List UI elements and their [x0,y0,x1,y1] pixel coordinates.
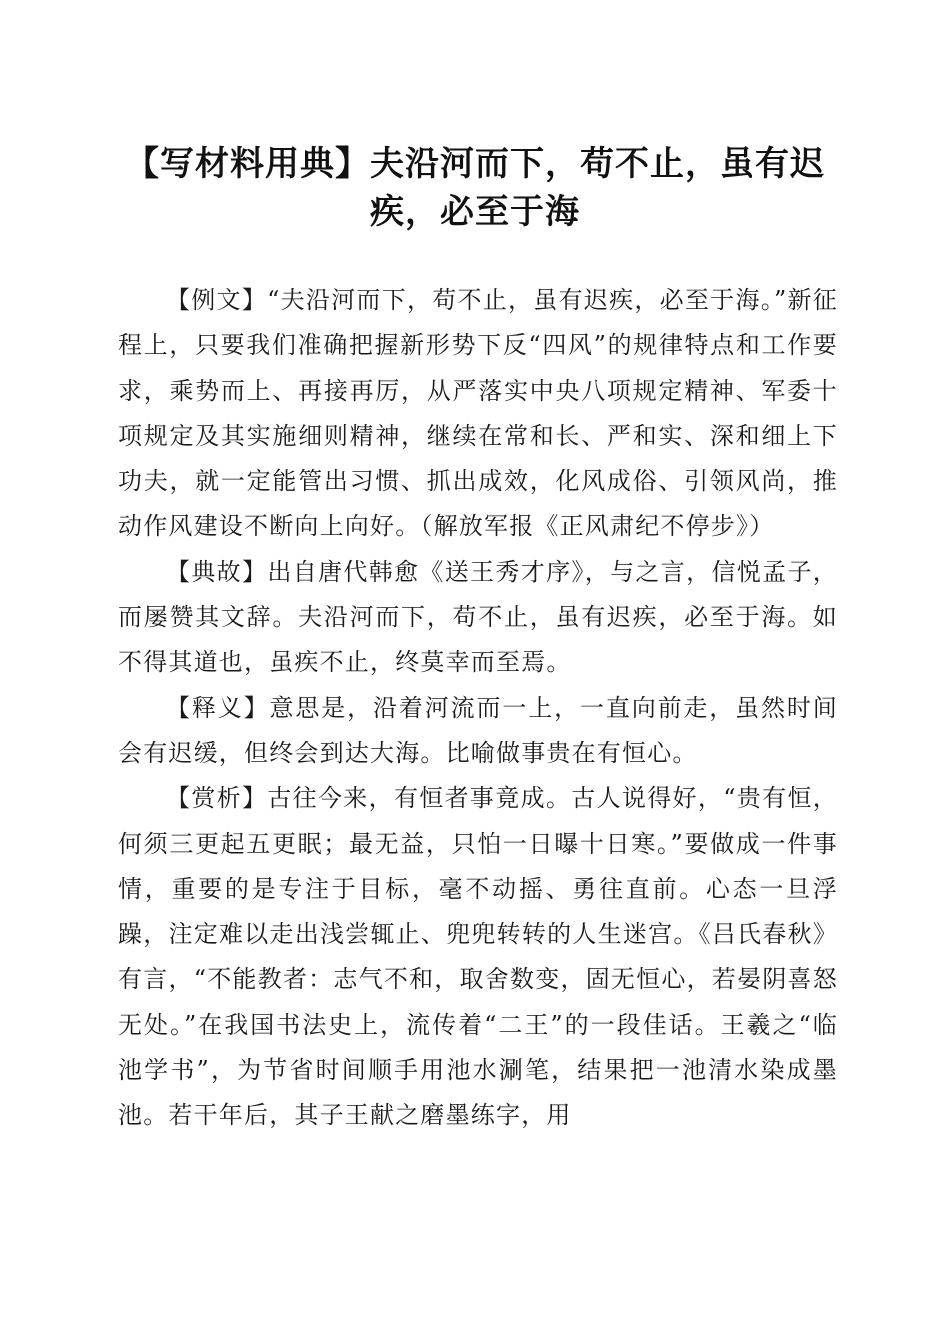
paragraph-origin: 【典故】出自唐代韩愈《送王秀才序》，与之言，信悦孟子，而屡赞其文辞。夫沿河而下，苟不止，虽有迟疾，必至于海。如不得其道也，虽疾不止，终莫幸而至焉。 [118,557,838,677]
document-body [118,278,838,1139]
paragraph-explanation: 【释义】意思是，沿着河流而一上，一直向前走，虽然时间会有迟缓，但终会到达大海。比喻做事贵在有恒心。 [118,693,838,767]
paragraph-example: 【例文】“夫沿河而下，苟不止，虽有迟疾，必至于海。”新征程上，只要我们准确把握新形势下反“四风”的规律特点和工作要求，乘势而上、再接再厉，从严落实中央八项规定精神、军委十项规定及其实施细则精神，继续在常和长、严和实、深和细上下功夫，就一定能管出习惯、抓出成效，化风成俗、引领风尚，推动作风建设不断向上向好。（解放军报《正风肃纪不停步》） [118,286,838,541]
paragraph-appreciation: 【赏析】古往今来，有恒者事竟成。古人说得好，“贵有恒，何须三更起五更眠；最无益，只怕一日曝十日寒。”要做成一件事情，重要的是专注于目标，毫不动摇、勇往直前。心态一旦浮躁，注定难以走出浅尝辄止、兜兜转转的人生迷宫。《吕氏春秋》有言，“不能教者：志气不和，取舍数变，固无恒心，若晏阴喜怒无处。”在我国书法史上，流传着“二王”的一段佳话。王羲之“临池学书”，为节省时间顺手用池水涮笔，结果把一池清水染成墨池。若干年后，其子王献之磨墨练字，用 [118,784,838,1130]
document-title: 【写材料用典】夫沿河而下，苟不止，虽有迟疾，必至于海 [125,144,825,232]
